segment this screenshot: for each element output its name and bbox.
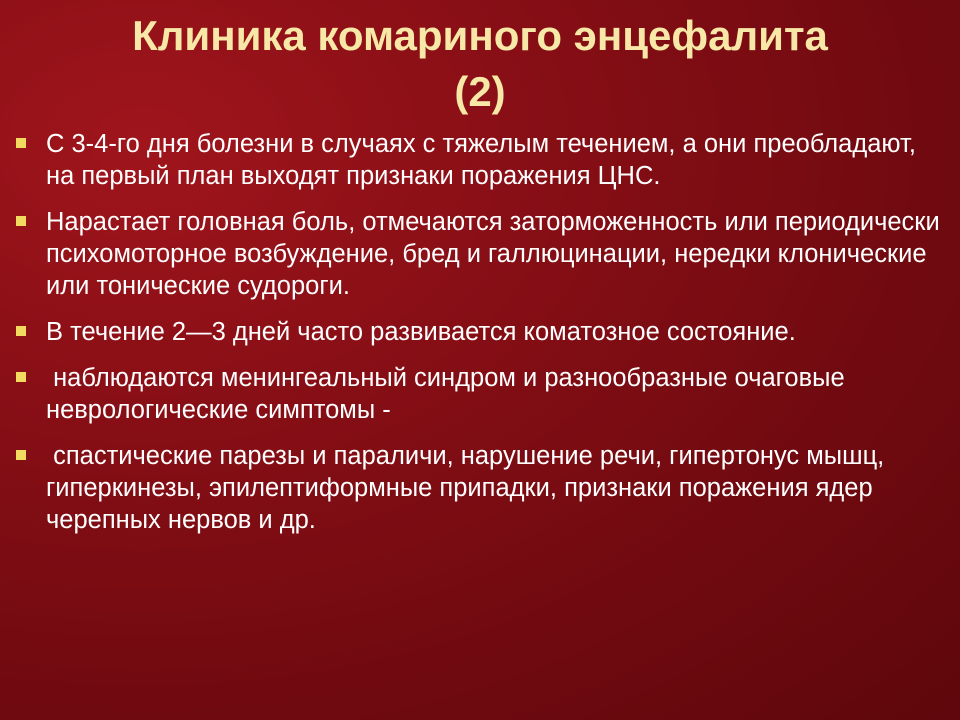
bullet-item: [14, 440, 944, 536]
slide-title: [0, 8, 960, 120]
square-bullet-icon: [16, 372, 26, 382]
bullet-text: В течение 2—3 дней часто развивается коматозное состояние.: [46, 318, 796, 346]
slide-title-line-1: Клиника комариного энцефалита: [132, 12, 828, 59]
bullet-list: [14, 128, 944, 550]
square-bullet-icon: [16, 326, 26, 336]
bullet-text: С 3-4-го дня болезни в случаях с тяжелым течением, а они преобладают, на первый план выходят признаки поражения ЦНС.: [46, 130, 916, 190]
square-bullet-icon: [16, 450, 26, 460]
bullet-item: [14, 316, 944, 348]
bullet-text: наблюдаются менингеальный синдром и разнообразные очаговые неврологические симптомы -: [46, 364, 852, 424]
bullet-item: [14, 206, 944, 302]
bullet-item: [14, 362, 944, 426]
square-bullet-icon: [16, 138, 26, 148]
bullet-item: [14, 128, 944, 192]
bullet-text: Нарастает головная боль, отмечаются заторможенность или периодически психомоторное возбуждение, бред и галлюцинации, нередки клонические или тонические судороги.: [46, 208, 940, 300]
slide-title-line-2: (2): [454, 68, 506, 115]
bullet-text: спастические парезы и параличи, нарушение речи, гипертонус мышц, гиперкинезы, эпилептиформные припадки, признаки поражения ядер черепных нервов и др.: [46, 442, 892, 534]
square-bullet-icon: [16, 216, 26, 226]
